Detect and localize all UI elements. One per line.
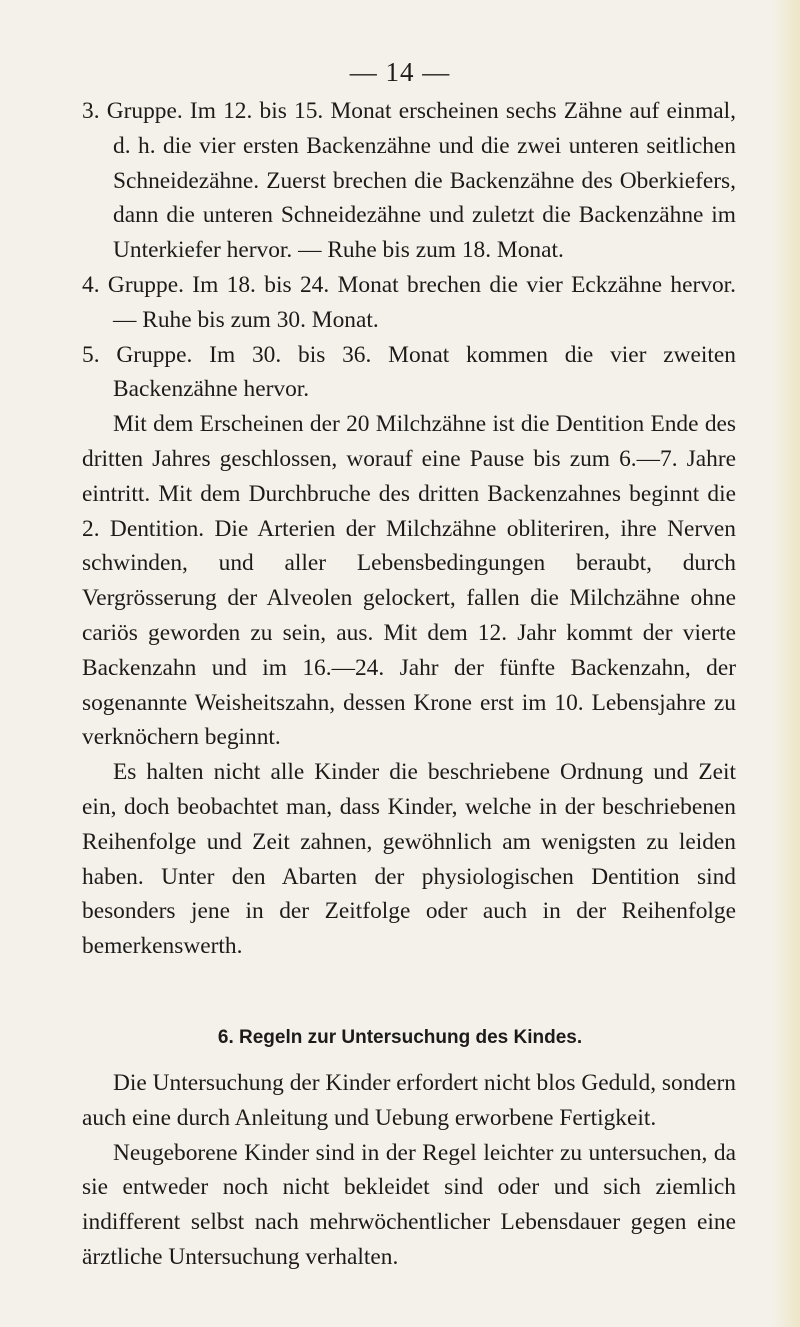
paragraph-group-3: 3. Gruppe. Im 12. bis 15. Monat erscheinen sechs Zähne auf einmal, d. h. die vier ersten Backenzähne und die zwei unteren seitlichen Schneidezähne. Zuerst brechen die Backenzähne des Oberkiefers, dann die unteren Schneidezähne und zuletzt die Backenzähne im Unterkiefer hervor. — Ruhe bis zum 18. Monat.	[82, 98, 736, 264]
paragraph-group-5: 5. Gruppe. Im 30. bis 36. Monat kommen die vier zweiten Backenzähne hervor.	[82, 341, 736, 403]
text-block-examination	[82, 1066, 736, 1275]
paragraph-order-variations: Es halten nicht alle Kinder die beschriebene Ordnung und Zeit ein, doch beobachtet man, dass Kinder, welche in der beschriebenen Reihenfolge und Zeit zahnen, gewöhnlich am wenigsten zu leiden haben. Unter den Abarten der physiologischen Dentition sind besonders jene in der Zeitfolge oder auch in der Reihenfolge bemerkenswerth.	[82, 759, 736, 960]
page-edge-shading	[772, 0, 800, 1327]
section-heading: 6. Regeln zur Untersuchung des Kindes.	[217, 1027, 583, 1048]
page-number: — 14 —	[349, 57, 451, 87]
paragraph-examination-patience: Die Untersuchung der Kinder erfordert nicht blos Geduld, sondern auch eine durch Anleitung und Uebung erworbene Fertigkeit.	[82, 1070, 736, 1131]
paragraph-group-4: 4. Gruppe. Im 18. bis 24. Monat brechen die vier Eckzähne hervor. — Ruhe bis zum 30. Monat.	[82, 271, 736, 333]
paragraph-newborn-examination: Neugeborene Kinder sind in der Regel leichter zu untersuchen, da sie entweder noch nicht bekleidet sind oder und sich ziemlich indifferent selbst nach mehrwöchentlicher Lebensdauer gegen eine ärztliche Untersuchung verhalten.	[82, 1139, 736, 1270]
text-block-dentition	[82, 94, 736, 964]
paragraph-second-dentition: Mit dem Erscheinen der 20 Milchzähne ist die Dentition Ende des dritten Jahres geschlossen, worauf eine Pause bis zum 6.—7. Jahre eintritt. Mit dem Durchbruche des dritten Backenzahnes beginnt die 2. Dentition. Die Arterien der Milchzähne obliteriren, ihre Nerven schwinden, und aller Lebensbedingungen beraubt, durch Vergrösserung der Alveolen gelockert, fallen die Milchzähne ohne cariös geworden zu sein, aus. Mit dem 12. Jahr kommt der vierte Backenzahn und im 16.—24. Jahr der fünfte Backenzahn, der sogenannte Weisheitszahn, dessen Krone erst im 10. Lebensjahre zu verknöchern beginnt.	[82, 411, 736, 751]
